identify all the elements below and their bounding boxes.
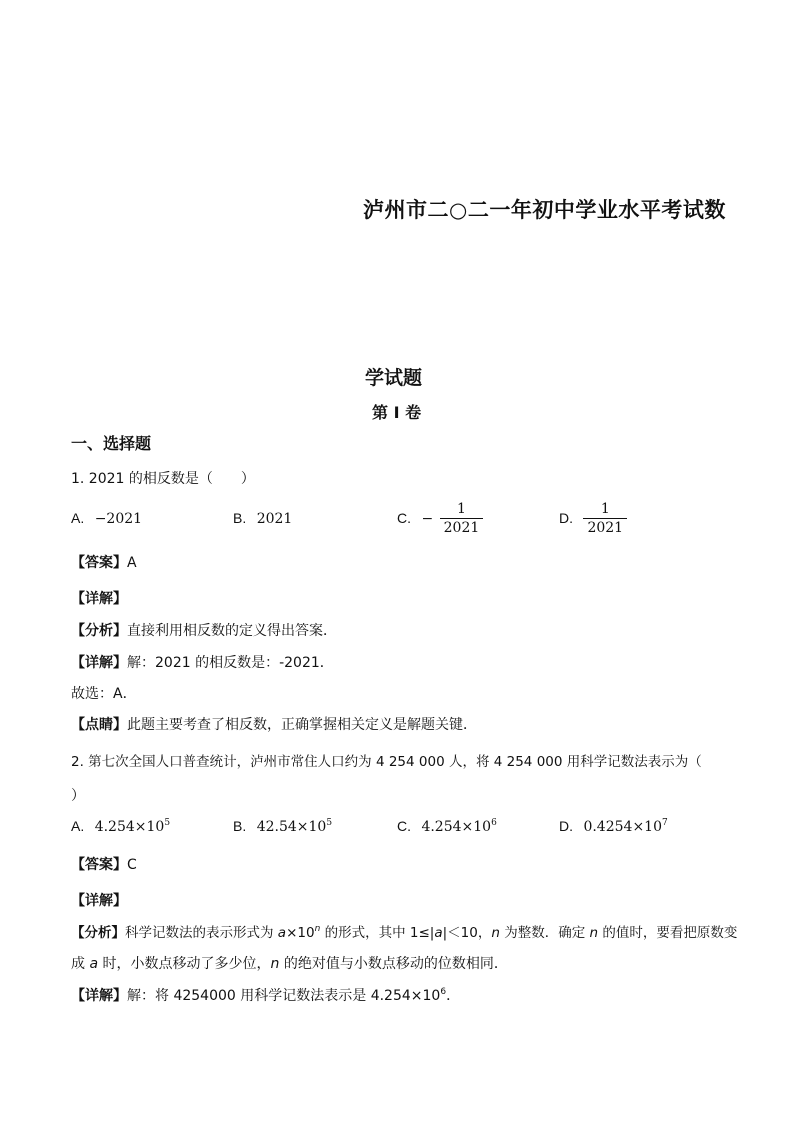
q2-option-c-base: 4.254×10: [421, 819, 492, 835]
q2-analysis-var-a: a: [277, 925, 287, 941]
q2-analysis-text-2: ×10: [286, 925, 315, 941]
q2-stem-line2: ）: [71, 788, 85, 804]
q1-option-b: [233, 510, 292, 527]
q2-analysis-line2-text-2: 时，小数点移动了多少位，: [98, 956, 271, 972]
q2-analysis-var-n: n: [314, 924, 321, 934]
q2-option-a: [71, 818, 170, 835]
q1-option-a: [71, 510, 142, 527]
q1-option-b-label: B.: [233, 510, 247, 526]
q1-choose: 故选：A．: [71, 686, 137, 702]
q2-analysis-line2-var-a: a: [89, 956, 99, 972]
q2-analysis-line2-var-n: n: [270, 956, 280, 972]
q2-option-a-label: A.: [71, 818, 85, 834]
q1-option-a-label: A.: [71, 510, 85, 526]
q2-answer-tag: 【答案】: [71, 857, 127, 873]
q2-analysis-var-a2: a: [434, 925, 443, 941]
q2-detail2-tag: 【详解】: [71, 988, 127, 1004]
volume-heading: 第 I 卷: [372, 403, 422, 422]
q2-option-a-base: 4.254×10: [94, 819, 165, 835]
q2-option-d-base: 0.4254×10: [583, 819, 662, 835]
q2-detail2-end: ．: [446, 988, 461, 1004]
page-title-line1: 泸州市二○二一年初中学业水平考试数: [363, 198, 726, 222]
q1-option-c-fraction: [440, 500, 484, 537]
q2-option-c-exp: 6: [491, 818, 497, 828]
q2-option-d-exp: 7: [661, 818, 668, 828]
q1-option-d-denominator: 2021: [583, 518, 627, 537]
q2-analysis-tag: 【分析】: [71, 925, 125, 941]
q1-detail2-text: 解：2021 的相反数是：-2021．: [127, 655, 334, 671]
q2-analysis-var-n3: n: [589, 925, 599, 941]
q1-option-c-denominator: 2021: [440, 518, 484, 537]
q2-analysis-line1: [71, 921, 737, 941]
q1-analysis: [71, 620, 337, 640]
q1-option-a-text: −2021: [94, 511, 143, 527]
q1-comment-tag: 【点睛】: [71, 717, 127, 733]
q1-option-b-text: 2021: [256, 511, 293, 527]
q2-analysis-line2-text-3: 的绝对值与小数点移动的位数相同．: [279, 956, 508, 972]
q1-option-c-sign: −: [421, 510, 434, 527]
q2-option-c: [397, 818, 497, 835]
q1-detail: [71, 652, 334, 672]
section-heading-choice: 一、选择题: [71, 434, 152, 453]
q1-answer-tag: 【答案】: [71, 555, 127, 571]
q2-option-b-label: B.: [233, 818, 247, 834]
q2-detail2-base: 解：将 4254000 用科学记数法表示是 4.254×10: [127, 988, 441, 1004]
q1-answer: [71, 552, 137, 572]
q2-analysis-text-3: 的形式，其中 1≤|: [320, 925, 435, 941]
page-title-line2: 学试题: [365, 367, 423, 389]
q2-detail-tag: 【详解】: [71, 893, 127, 909]
q2-option-d-label: D.: [559, 818, 573, 834]
q2-detail: [71, 985, 460, 1005]
q2-stem-line1: 2. 第七次全国人口普查统计，泸州市常住人口约为 4 254 000 人，将 4 254 000 用科学记数法表示为（: [71, 754, 702, 770]
q1-answer-value: A: [127, 555, 137, 571]
q1-option-c-label: C.: [397, 509, 411, 526]
q1-comment-text: 此题主要考查了相反数，正确掌握相关定义是解题关键．: [127, 717, 477, 733]
q2-option-a-exp: 5: [164, 818, 171, 828]
q2-analysis-text-4: |＜10，: [442, 925, 492, 941]
q2-analysis-line2-text-1: 成: [71, 956, 90, 972]
q2-answer: [71, 854, 137, 874]
q1-stem: 1. 2021 的相反数是（ ）: [71, 471, 255, 487]
q1-option-d-label: D.: [559, 509, 573, 526]
q1-comment: [71, 714, 477, 734]
q2-option-b-exp: 5: [326, 818, 333, 828]
q1-detail-tag: 【详解】: [71, 591, 127, 607]
q1-option-d: [559, 500, 627, 537]
q2-option-b: [233, 818, 332, 835]
q2-option-c-label: C.: [397, 818, 411, 834]
q2-analysis-line2: [71, 953, 508, 973]
q1-detail2-tag: 【详解】: [71, 655, 127, 671]
q2-option-b-base: 42.54×10: [256, 819, 327, 835]
q1-option-d-numerator: 1: [600, 501, 610, 517]
q2-answer-value: C: [127, 857, 137, 873]
q1-option-d-fraction: [583, 500, 627, 537]
q2-analysis-text-1: 科学记数法的表示形式为: [125, 925, 278, 941]
q2-analysis-text-6: 的值时，要看把原数变: [598, 925, 738, 941]
q2-analysis-var-n2: n: [491, 925, 500, 941]
q1-analysis-text: 直接利用相反数的定义得出答案．: [127, 623, 337, 639]
q2-option-d: [559, 818, 668, 835]
q1-option-c: [397, 500, 483, 537]
q1-option-c-numerator: 1: [457, 501, 466, 517]
q2-detail2-exp: 6: [440, 987, 447, 997]
q2-analysis-text-5: 为整数．确定: [499, 925, 590, 941]
q1-analysis-tag: 【分析】: [71, 623, 127, 639]
